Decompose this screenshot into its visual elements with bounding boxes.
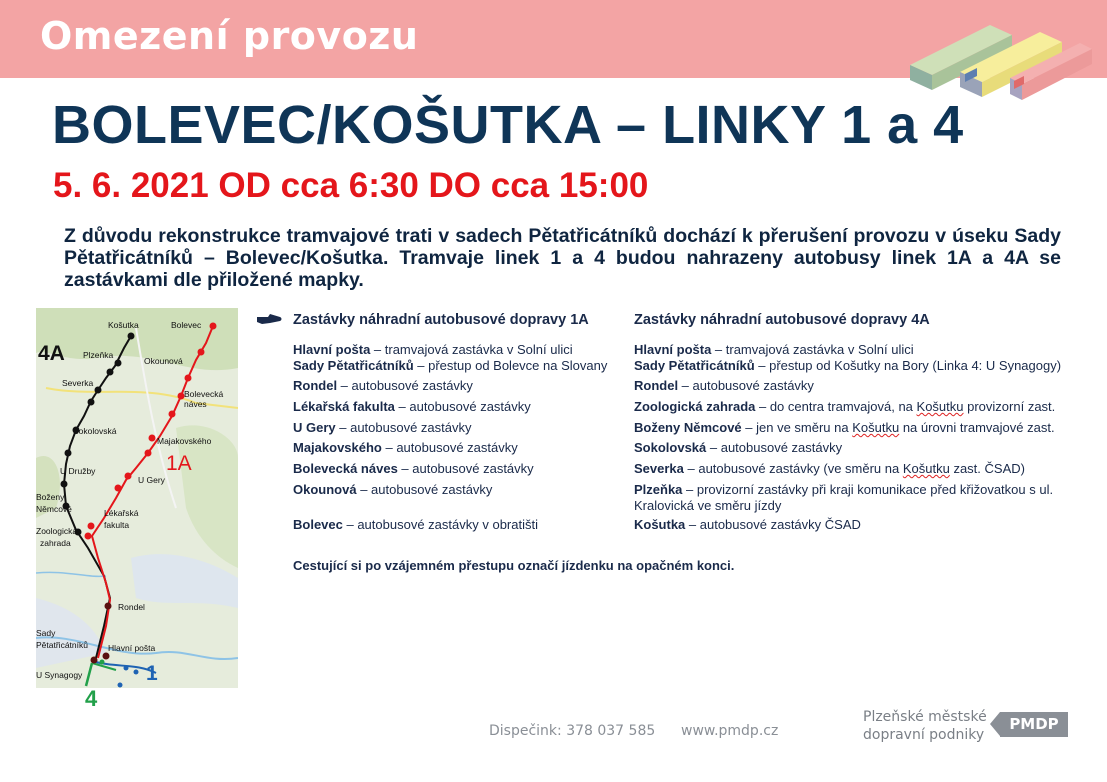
map-label-u-druzby: U Družby [60, 466, 96, 476]
map-label-u-gery: U Gery [138, 475, 165, 485]
map-label-rondel: Rondel [118, 602, 145, 612]
list-item: Plzeňka – provizorní zastávky při kraji komunikace před křižovatkou s ul. Kralovická ve směru jízdy [634, 482, 1054, 513]
map-label-plzenka: Plzeňka [83, 350, 114, 360]
map-label-lekarska-1: Lékařská [104, 508, 139, 518]
list-item: Severka – autobusové zastávky (ve směru na Košutku zast. ČSAD) [634, 461, 1025, 476]
list-item: Boženy Němcové – jen ve směru na Košutku na úrovni tramvajové zast. [634, 420, 1055, 435]
banner-title: Omezení provozu [40, 14, 419, 58]
map-label-lekarska-2: fakulta [104, 520, 130, 530]
map-label-zoo-2: zahrada [40, 538, 71, 548]
map-label-u-synagogy: U Synagogy [36, 670, 83, 680]
map-label-4-outside: 4 [85, 686, 98, 711]
list-item: Sokolovská – autobusové zastávky [634, 440, 843, 455]
map-label-zoo-1: Zoologická [36, 526, 78, 536]
list-item: Sady Pětatřicátníků – přestup od Košutky na Bory (Linka 4: U Synagogy) [634, 358, 1062, 373]
map-label-1: 1 [146, 662, 158, 685]
ticket-note: Cestující si po vzájemném přestupu označí jízdenku na opačném konci. [293, 558, 735, 573]
map-label-majakovskeho: Majakovského [157, 436, 212, 446]
list-item: Zoologická zahrada – do centra tramvajová, na Košutku provizorní zast. [634, 399, 1056, 414]
list-item: Rondel – autobusové zastávky [293, 378, 473, 393]
list-item: Bolevec – autobusové zastávky v obratišti [293, 517, 538, 532]
list-item: Košutka – autobusové zastávky ČSAD [634, 517, 861, 532]
intro-paragraph: Z důvodu rekonstrukce tramvajové trati v sadech Pětatřicátníků dochází k přerušení provozu v úseku Sady Pětatřicátníků – Bolevec/Košutka. Tramvaje linek 1 a 4 budou nahrazeny autobusy linek 1A a 4A se zastávkami dle přiložené mapky. [64, 225, 1061, 291]
list-item: Okounová – autobusové zastávky [293, 482, 493, 497]
list-item: Hlavní pošta – tramvajová zastávka v Solní ulici [293, 342, 573, 357]
pointing-hand-icon [256, 312, 282, 326]
list-item: U Gery – autobusové zastávky [293, 420, 472, 435]
map-label-hlavni-posta: Hlavní pošta [108, 643, 156, 653]
org-line-2: dopravní podniky [863, 727, 985, 743]
line-4-stops [100, 660, 105, 665]
map-label-1a: 1A [166, 452, 192, 475]
map-label-sady-1: Sady [36, 628, 56, 638]
map-label-4a: 4A [38, 342, 65, 365]
pmdp-logo: PMDP [1000, 712, 1068, 737]
website-link[interactable]: www.pmdp.cz [681, 723, 779, 739]
map-label-sokolovska: Sokolovská [73, 426, 117, 436]
list-item: Bolevecká náves – autobusové zastávky [293, 461, 534, 476]
route-map [36, 308, 238, 688]
list-item: Rondel – autobusové zastávky [634, 378, 814, 393]
list-item: Hlavní pošta – tramvajová zastávka v Solní ulici [634, 342, 914, 357]
map-label-sady-2: Pětatřicátníků [36, 640, 88, 650]
stops-1a-heading: Zastávky náhradní autobusové dopravy 1A [293, 312, 589, 328]
map-label-severka: Severka [62, 378, 94, 388]
org-line-1: Plzeňské městské [863, 709, 987, 725]
list-item: Majakovského – autobusové zastávky [293, 440, 518, 455]
map-label-bolevecka-1: Bolevecká [184, 389, 224, 399]
map-label-kosutka: Košutka [108, 320, 139, 330]
map-label-bozeny-2: Němcové [36, 504, 72, 514]
dispatch-phone: Dispečink: 378 037 585 [489, 723, 656, 739]
stops-4a-heading: Zastávky náhradní autobusové dopravy 4A [634, 312, 930, 328]
tram-decoration-icon [900, 10, 1095, 105]
map-label-okounova: Okounová [144, 356, 183, 366]
list-item: Sady Pětatřicátníků – přestup od Bolevce na Slovany [293, 358, 608, 373]
map-label-bolevecka-2: náves [184, 399, 207, 409]
map-label-bozeny-1: Boženy [36, 492, 65, 502]
headline: BOLEVEC/KOŠUTKA – LINKY 1 a 4 [52, 95, 964, 155]
list-item: Lékařská fakulta – autobusové zastávky [293, 399, 531, 414]
map-label-bolevec: Bolevec [171, 320, 202, 330]
date-range: 5. 6. 2021 OD cca 6:30 DO cca 15:00 [53, 166, 649, 205]
organization-name [863, 708, 987, 744]
